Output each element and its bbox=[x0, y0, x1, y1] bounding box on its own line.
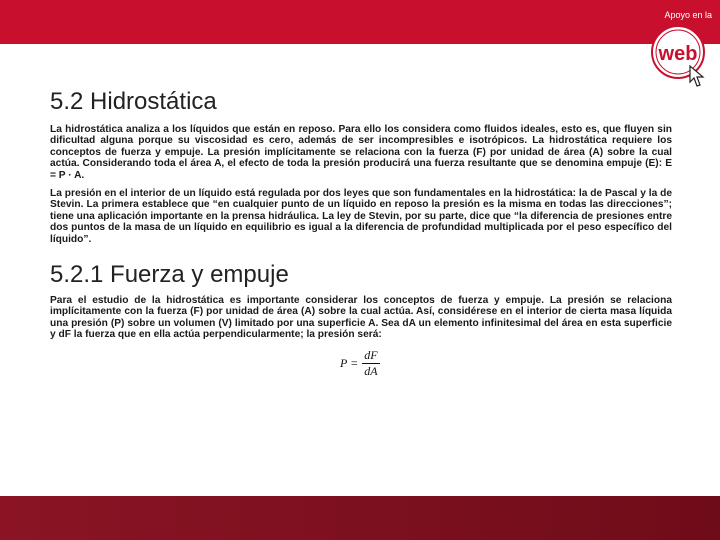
web-logo-icon[interactable] bbox=[650, 20, 712, 96]
paragraph-fuerza-empuje: Para el estudio de la hidrostática es importante considerar los conceptos de fuerza y empuje. La presión se relaciona implícitamente con la fuerza (F) por unidad de área (A) sobre la cual actúa. Así, considérese en el interior de cierta masa líquida una presión (P) sobre un volumen (V) limitado por una superficie A. Sea dA un elemento infinitesimal del área en esta superficie y dF la fuerza que en ella actúa perpendicularmente; la presión será: bbox=[50, 295, 672, 341]
top-banner bbox=[0, 0, 720, 44]
section-title-hidrostatica: 5.2 Hidrostática bbox=[50, 88, 217, 115]
paragraph-hidrostatica-1: La hidrostática analiza a los líquidos que están en reposo. Para ello los considera como fluidos ideales, esto es, que fluyen sin dificultad alguna porque su viscosidad es cero, además de ser incompresibles e isotrópicos. La hidrostática requiere los conceptos de fuerza y empuje. La presión implícitamente se relaciona con la fuerza (F) por unidad de área (A) sobre la cual actúa. Considerando toda el área A, el efecto de toda la presión producirá una fuerza resultante que se denomina empuje (E): E = P · A. bbox=[50, 124, 672, 181]
formula-numerator: dF bbox=[364, 347, 378, 362]
formula-lhs: P = bbox=[340, 355, 359, 370]
badge-text: Apoyo en la bbox=[664, 10, 712, 20]
paragraph-hidrostatica-2: La presión en el interior de un líquido está regulada por dos leyes que son fundamentales en la hidrostática: la de Pascal y la de Stevin. La primera establece que “en cualquier punto de un líquido en reposo la presión es la misma en todas las direcciones”; tiene una aplicación importante en la prensa hidráulica. La ley de Stevin, por su parte, dice que “la diferencia de presiones entre dos puntos de la masa de un líquido en equilibrio es igual a la diferencia de profundidad multiplicada por el peso específico del líquido”. bbox=[50, 188, 672, 245]
pressure-formula bbox=[340, 348, 672, 379]
bottom-banner bbox=[0, 496, 720, 540]
logo-text: web bbox=[658, 43, 698, 65]
formula-fraction bbox=[362, 348, 379, 379]
main-content bbox=[50, 88, 672, 379]
bottom-banner-shade bbox=[0, 496, 720, 540]
section-title-fuerza-empuje: 5.2.1 Fuerza y empuje bbox=[50, 261, 289, 289]
formula-denominator: dA bbox=[364, 363, 378, 378]
